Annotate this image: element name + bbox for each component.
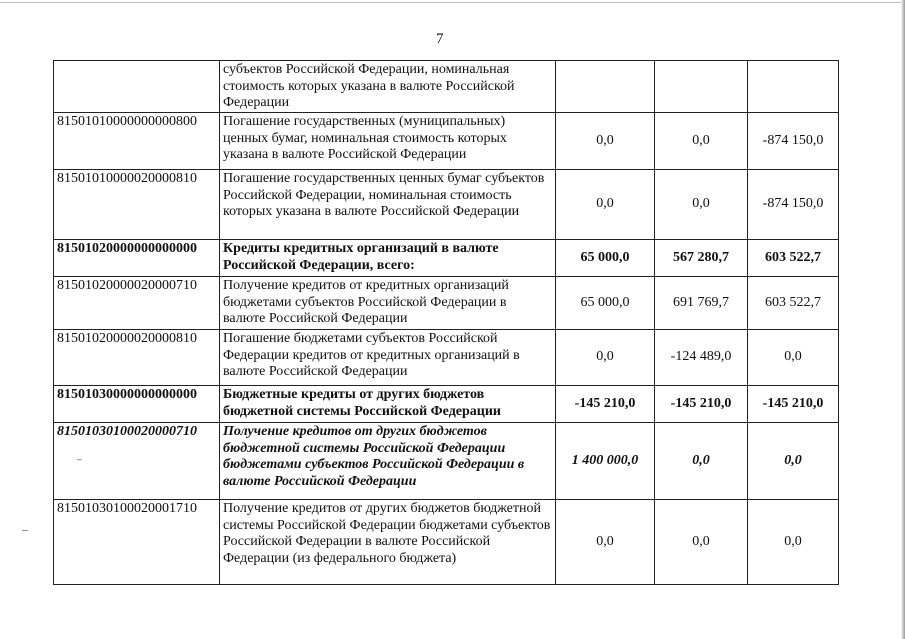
row-description: субъектов Российской Федерации, номинальная стоимость которых указана в валюте Российской Федерации [220,61,556,113]
table-row [54,277,839,330]
row-description: Погашение бюджетами субъектов Российской Федерации кредитов от кредитных организаций в валюте Российской Федерации [220,330,556,386]
row-description: Получение кредитов от кредитных организаций бюджетами субъектов Российской Федерации в валюте Российской Федерации [220,277,556,330]
row-code: 81501010000020000810 [54,170,220,240]
row-value-1: 65 000,0 [556,240,655,277]
row-value-3: 0,0 [748,500,839,585]
budget-sources-table [53,60,839,585]
row-value-1: -145 210,0 [556,386,655,423]
row-value-3: -145 210,0 [748,386,839,423]
table-row [54,330,839,386]
table-row [54,170,839,240]
table-row [54,240,839,277]
row-value-2: -124 489,0 [655,330,748,386]
row-value-3: 0,0 [748,423,839,500]
row-value-1: 0,0 [556,113,655,170]
row-description: Кредиты кредитных организаций в валюте Российской Федерации, всего: [220,240,556,277]
row-value-2: -145 210,0 [655,386,748,423]
row-code [54,423,220,500]
row-value-1: 0,0 [556,170,655,240]
row-value-3: 603 522,7 [748,277,839,330]
row-value-1 [556,61,655,113]
row-value-1: 0,0 [556,500,655,585]
row-value-2 [655,61,748,113]
table-row [54,500,839,585]
row-value-1: 1 400 000,0 [556,423,655,500]
row-code: 81501020000000000000 [54,240,220,277]
row-value-3: 603 522,7 [748,240,839,277]
row-code-text: 81501030100020000710 [57,424,197,439]
row-value-3 [748,61,839,113]
row-code: 81501020000020000710 [54,277,220,330]
row-value-2: 0,0 [655,500,748,585]
row-description: Погашение государственных (муниципальных) ценных бумаг, номинальная стоимость которых указана в валюте Российской Федерации [220,113,556,170]
margin-mark: – [22,522,28,536]
row-description: Получение кредитов от других бюджетов бюджетной системы Российской Федерации бюджетами субъектов Российской Федерации в валюте Российской Федерации (из федерального бюджета) [220,500,556,585]
row-description: Погашение государственных ценных бумаг субъектов Российской Федерации, номинальная стоимость которых указана в валюте Российской Федерации [220,170,556,240]
row-value-3: 0,0 [748,330,839,386]
row-value-3: -874 150,0 [748,170,839,240]
top-edge-line [0,2,905,3]
row-code: 81501020000020000810 [54,330,220,386]
row-value-2: 0,0 [655,113,748,170]
row-code: 81501030000000000000 [54,386,220,423]
row-code [54,61,220,113]
table-row [54,113,839,170]
page-number: 7 [436,31,444,47]
table-row [54,423,839,500]
row-value-2: 0,0 [655,423,748,500]
table-row [54,386,839,423]
row-value-3: -874 150,0 [748,113,839,170]
table-row [54,61,839,113]
row-value-2: 0,0 [655,170,748,240]
scan-edge-shadow [901,0,905,639]
row-value-2: 567 280,7 [655,240,748,277]
row-code: 81501010000000000800 [54,113,220,170]
small-mark: – [77,453,82,464]
row-value-1: 0,0 [556,330,655,386]
row-value-2: 691 769,7 [655,277,748,330]
row-description: Бюджетные кредиты от других бюджетов бюджетной системы Российской Федерации [220,386,556,423]
row-description: Получение кредитов от других бюджетов бюджетной системы Российской Федерации бюджетами субъектов Российской Федерации в валюте Российской Федерации [220,423,556,500]
row-value-1: 65 000,0 [556,277,655,330]
row-code: 81501030100020001710 [54,500,220,585]
